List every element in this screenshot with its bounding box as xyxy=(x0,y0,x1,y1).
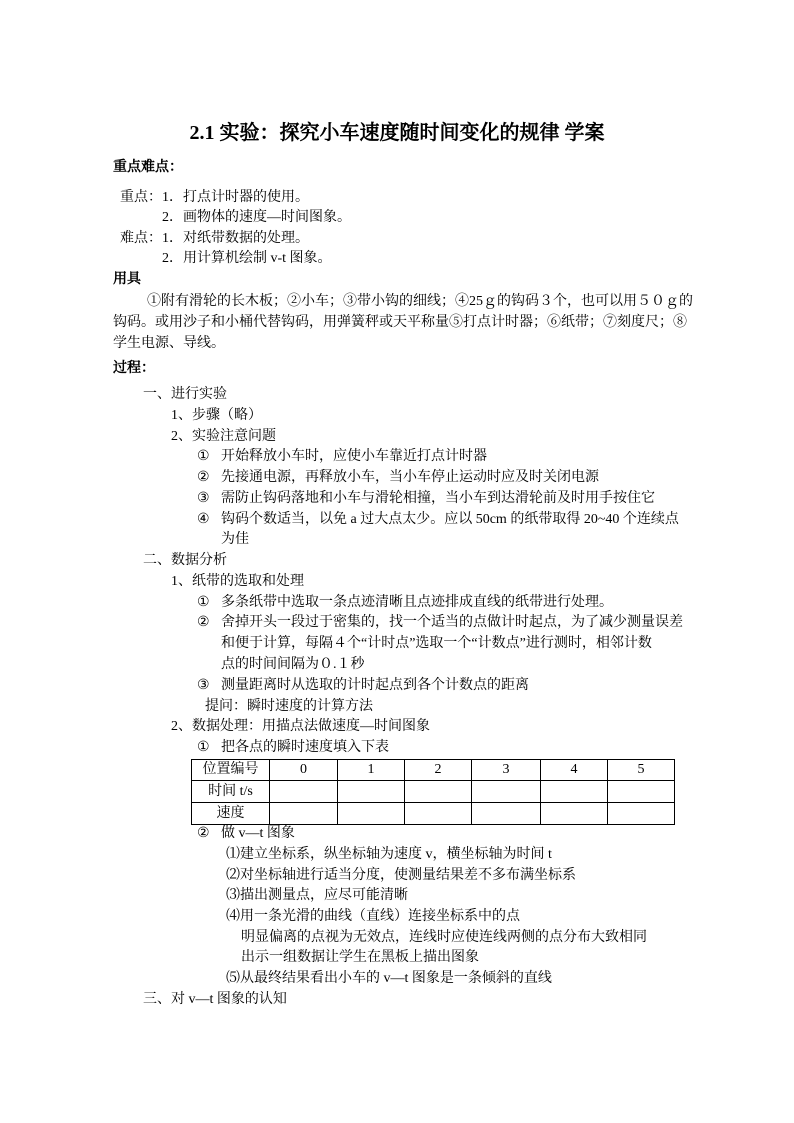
difficulty-item: 2．用计算机绘制 v-t 图象。 xyxy=(162,251,332,266)
list-marker: ③ xyxy=(197,678,210,693)
table-header-cell: 0 xyxy=(270,760,338,781)
table-cell xyxy=(472,781,541,803)
list-item: 舍掉开头一段过于密集的，找一个适当的点做计时起点，为了减少测量误差 xyxy=(221,615,683,630)
list-item: 需防止钩码落地和小车与滑轮相撞，当小车到达滑轮前及时用手按住它 xyxy=(221,491,655,506)
section-title: 一、进行实验 xyxy=(143,387,227,402)
section-title: 二、数据分析 xyxy=(143,553,227,568)
table-cell xyxy=(270,803,338,825)
table-cell xyxy=(541,781,608,803)
process-heading: 过程： xyxy=(113,361,155,376)
table-row-label: 时间 t/s xyxy=(192,781,270,803)
list-item: 把各点的瞬时速度填入下表 xyxy=(221,740,389,755)
table-header-cell: 5 xyxy=(608,760,675,781)
list-item: 先接通电源，再释放小车，当小车停止运动时应及时关闭电源 xyxy=(221,470,599,485)
table-cell xyxy=(338,781,405,803)
list-marker: ③ xyxy=(197,491,210,506)
key-points-heading: 重点难点： xyxy=(113,160,183,175)
list-item-continuation: 点的时间间隔为０.１秒 xyxy=(221,657,365,672)
table-header-cell: 位置编号 xyxy=(192,760,270,781)
equipment-paragraph xyxy=(113,291,693,354)
subsection-title: 2、数据处理：用描点法做速度—时间图象 xyxy=(171,719,430,734)
list-marker: ① xyxy=(197,449,210,464)
sub-step: ⑵对坐标轴进行适当分度，使测量结果差不多布满坐标系 xyxy=(226,868,576,883)
table-row-label: 速度 xyxy=(192,803,270,825)
list-marker: ① xyxy=(197,595,210,610)
list-marker: ② xyxy=(197,826,210,841)
subsection-title: 2、实验注意问题 xyxy=(171,429,276,444)
velocity-table xyxy=(191,759,675,825)
table-cell xyxy=(472,803,541,825)
difficulty-item: 1．对纸带数据的处理。 xyxy=(162,231,309,246)
page-title: 2.1 实验：探究小车速度随时间变化的规律 学案 xyxy=(189,122,605,144)
sub-step: ⑸从最终结果看出小车的 v—t 图象是一条倾斜的直线 xyxy=(226,971,552,986)
section-title: 三、对 v—t 图象的认知 xyxy=(143,992,287,1007)
table-header-cell: 2 xyxy=(405,760,472,781)
list-item: 多条纸带中选取一条点迹清晰且点迹排成直线的纸带进行处理。 xyxy=(221,595,613,610)
list-item: 做 v—t 图象 xyxy=(221,826,295,841)
table-cell xyxy=(541,803,608,825)
question-text: 提问：瞬时速度的计算方法 xyxy=(205,699,373,714)
table-row xyxy=(192,803,675,825)
focus-label: 重点： xyxy=(120,190,162,205)
table-cell xyxy=(608,781,675,803)
list-marker: ② xyxy=(197,615,210,630)
list-item-continuation: 为佳 xyxy=(221,532,249,547)
sub-step: ⑶描出测量点，应尽可能清晰 xyxy=(226,888,408,903)
sub-step-note: 明显偏离的点视为无效点，连线时应使连线两侧的点分布大致相同 xyxy=(241,930,647,945)
list-item: 钩码个数适当，以免 a 过大点太少。应以 50cm 的纸带取得 20~40 个连续点 xyxy=(221,512,679,527)
list-marker: ① xyxy=(197,740,210,755)
focus-item: 1．打点计时器的使用。 xyxy=(162,190,309,205)
equipment-line: 学生电源、导线。 xyxy=(113,336,225,351)
list-item: 开始释放小车时，应使小车靠近打点计时器 xyxy=(221,449,487,464)
table-cell xyxy=(405,781,472,803)
table-header-cell: 3 xyxy=(472,760,541,781)
focus-item: 2．画物体的速度—时间图象。 xyxy=(162,210,351,225)
equipment-heading: 用具 xyxy=(113,272,141,287)
sub-step: ⑴建立坐标系，纵坐标轴为速度 v，横坐标轴为时间 t xyxy=(226,847,552,862)
list-item: 测量距离时从选取的计时起点到各个计数点的距离 xyxy=(221,678,529,693)
subsection-title: 1、纸带的选取和处理 xyxy=(171,574,304,589)
list-marker: ② xyxy=(197,470,210,485)
table-header-cell: 1 xyxy=(338,760,405,781)
sub-step: ⑷用一条光滑的曲线（直线）连接坐标系中的点 xyxy=(226,909,520,924)
difficulty-label: 难点： xyxy=(120,231,162,246)
subsection-title: 1、步骤（略） xyxy=(171,408,262,423)
table-header-row xyxy=(192,760,675,781)
list-item-continuation: 和便于计算，每隔４个“计时点”选取一个“计数点”进行测时，相邻计数 xyxy=(221,636,652,651)
table-cell xyxy=(270,781,338,803)
table-cell xyxy=(608,803,675,825)
table-cell xyxy=(405,803,472,825)
list-marker: ④ xyxy=(197,512,210,527)
sub-step-note: 出示一组数据让学生在黑板上描出图象 xyxy=(241,950,479,965)
equipment-line: ①附有滑轮的长木板；②小车；③带小钩的细线；④25ｇ的钩码３个，也可以用５０ｇ的 xyxy=(147,294,693,309)
equipment-line: 钩码。或用沙子和小桶代替钩码，用弹簧秤或天平称量⑤打点计时器；⑥纸带；⑦刻度尺；⑧ xyxy=(113,315,687,330)
table-cell xyxy=(338,803,405,825)
table-header-cell: 4 xyxy=(541,760,608,781)
table-row xyxy=(192,781,675,803)
